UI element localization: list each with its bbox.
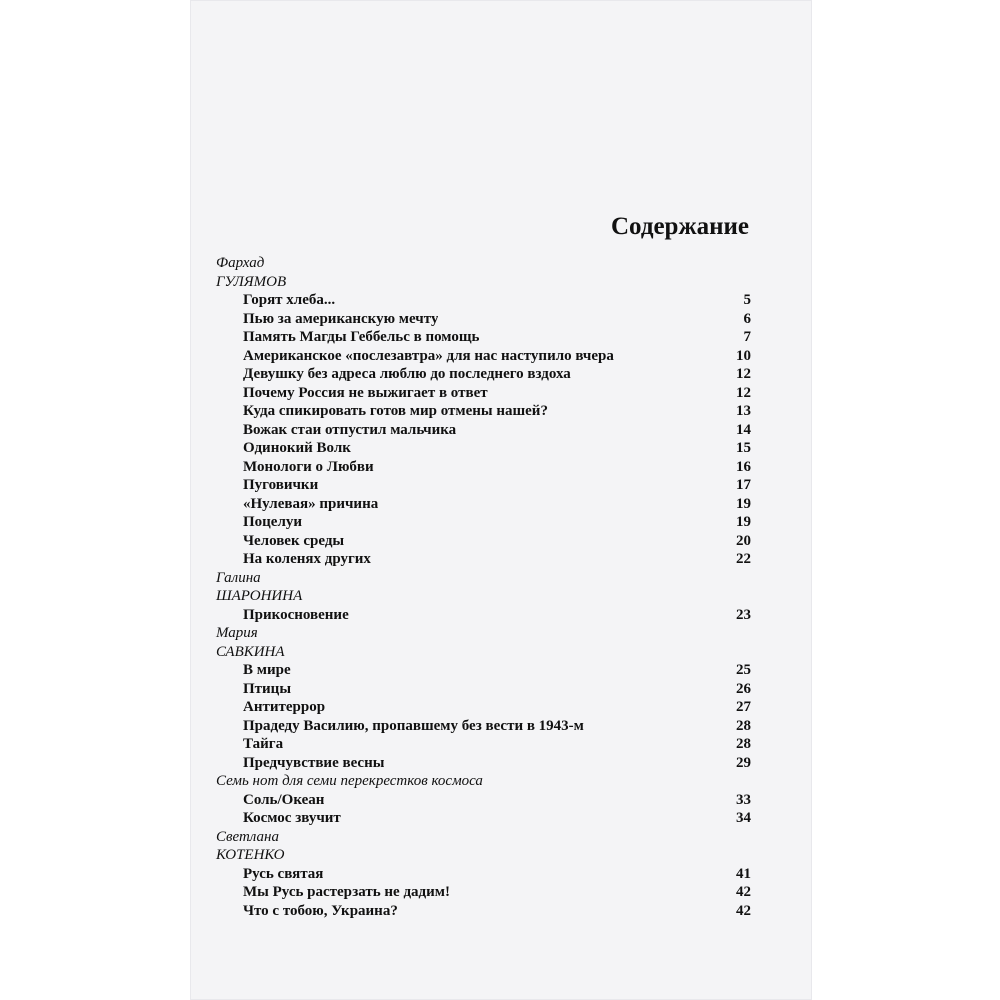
toc-entry bbox=[216, 661, 751, 680]
entry-page-number: 28 bbox=[736, 736, 751, 752]
toc-entry bbox=[216, 883, 751, 902]
toc-entry bbox=[216, 865, 751, 884]
entry-page-number: 42 bbox=[736, 902, 751, 919]
toc-entry bbox=[216, 458, 751, 477]
entry-page-number: 6 bbox=[743, 310, 751, 327]
toc-entry bbox=[216, 495, 751, 514]
toc-entry bbox=[216, 735, 751, 754]
entry-page-number: 5 bbox=[743, 292, 751, 308]
toc-entry bbox=[216, 421, 751, 440]
toc-entry bbox=[216, 513, 751, 532]
entry-page-number: 29 bbox=[736, 754, 751, 771]
entry-page-number: 13 bbox=[736, 403, 751, 419]
toc-entry bbox=[216, 476, 751, 495]
entry-page-number: 26 bbox=[736, 680, 751, 697]
author-first-name: Светлана bbox=[216, 828, 279, 845]
table-of-contents bbox=[216, 211, 751, 920]
toc-entry bbox=[216, 809, 751, 828]
entry-page-number: 41 bbox=[736, 865, 751, 882]
entry-title: Соль/Океан bbox=[243, 791, 325, 808]
entry-page-number: 28 bbox=[736, 717, 751, 734]
entry-title: Что с тобою, Украина? bbox=[243, 902, 398, 919]
entry-title: Космос звучит bbox=[243, 810, 341, 826]
toc-entry bbox=[216, 902, 751, 921]
entry-page-number: 27 bbox=[736, 699, 751, 715]
entry-page-number: 42 bbox=[736, 884, 751, 900]
toc-entry bbox=[216, 754, 751, 773]
toc-entry bbox=[216, 328, 751, 347]
toc-entry bbox=[216, 347, 751, 366]
entry-title: На коленях других bbox=[243, 551, 371, 567]
toc-list bbox=[216, 254, 751, 920]
entry-page-number: 22 bbox=[736, 551, 751, 567]
entry-title: Вожак стаи отпустил мальчика bbox=[243, 421, 457, 438]
toc-section bbox=[216, 254, 751, 569]
entry-page-number: 23 bbox=[736, 606, 751, 623]
entry-page-number: 16 bbox=[736, 458, 751, 475]
entry-title: Пуговички bbox=[243, 477, 319, 493]
entry-title: Птицы bbox=[243, 680, 292, 697]
toc-entry bbox=[216, 532, 751, 551]
entry-title: Человек среды bbox=[243, 532, 345, 549]
author-last-name: САВКИНА bbox=[216, 643, 285, 660]
entry-title: Пью за американскую мечту bbox=[243, 310, 439, 327]
author-first-name: Семь нот для семи перекрестков космоса bbox=[216, 773, 483, 789]
entry-title: Прадеду Василию, пропавшему без вести в 1943-м bbox=[243, 717, 584, 734]
entry-page-number: 14 bbox=[736, 421, 751, 438]
toc-entry bbox=[216, 680, 751, 699]
toc-entry bbox=[216, 698, 751, 717]
author-first-name: Мария bbox=[216, 625, 258, 641]
entry-page-number: 19 bbox=[736, 514, 751, 530]
toc-section bbox=[216, 772, 751, 828]
author-first-name: Фархад bbox=[216, 255, 265, 271]
entry-page-number: 20 bbox=[736, 532, 751, 549]
toc-entry bbox=[216, 310, 751, 329]
entry-title: Монологи о Любви bbox=[243, 458, 374, 475]
entry-title: Мы Русь растерзать не дадим! bbox=[243, 884, 450, 900]
toc-entry bbox=[216, 384, 751, 403]
toc-section bbox=[216, 624, 751, 772]
page-title: Содержание bbox=[610, 213, 749, 240]
entry-page-number: 10 bbox=[736, 347, 751, 364]
toc-entry bbox=[216, 291, 751, 310]
entry-page-number: 34 bbox=[736, 810, 751, 826]
entry-title: Куда спикировать готов мир отмены нашей? bbox=[243, 403, 548, 419]
toc-entry bbox=[216, 791, 751, 810]
entry-title: Одинокий Волк bbox=[243, 440, 351, 456]
entry-page-number: 25 bbox=[736, 662, 751, 678]
toc-entry bbox=[216, 402, 751, 421]
entry-title: «Нулевая» причина bbox=[243, 495, 379, 512]
entry-title: В мире bbox=[243, 662, 291, 678]
toc-entry bbox=[216, 439, 751, 458]
toc-entry bbox=[216, 365, 751, 384]
entry-title: Память Магды Геббельс в помощь bbox=[243, 329, 480, 345]
entry-title: Русь святая bbox=[243, 865, 324, 882]
entry-title: Американское «послезавтра» для нас наступило вчера bbox=[243, 347, 614, 364]
toc-entry bbox=[216, 550, 751, 569]
toc-section bbox=[216, 828, 751, 921]
author-last-name: КОТЕНКО bbox=[216, 847, 285, 863]
entry-page-number: 19 bbox=[736, 495, 751, 512]
entry-page-number: 17 bbox=[736, 477, 751, 493]
author-last-name: ШАРОНИНА bbox=[216, 588, 303, 604]
toc-section bbox=[216, 569, 751, 625]
entry-page-number: 12 bbox=[736, 366, 751, 382]
entry-title: Горят хлеба... bbox=[243, 292, 336, 308]
entry-page-number: 33 bbox=[736, 791, 751, 808]
entry-page-number: 12 bbox=[736, 384, 751, 401]
entry-title: Тайга bbox=[243, 736, 284, 752]
entry-title: Антитеррор bbox=[243, 699, 326, 715]
entry-title: Поцелуи bbox=[243, 514, 303, 530]
author-first-name: Галина bbox=[216, 569, 261, 586]
entry-title: Почему Россия не выжигает в ответ bbox=[243, 384, 488, 401]
entry-title: Предчувствие весны bbox=[243, 754, 385, 771]
author-last-name: ГУЛЯМОВ bbox=[216, 273, 287, 290]
entry-title: Прикосновение bbox=[243, 606, 349, 623]
entry-title: Девушку без адреса люблю до последнего вздоха bbox=[243, 366, 571, 382]
entry-page-number: 7 bbox=[743, 329, 751, 345]
toc-entry bbox=[216, 606, 751, 625]
toc-entry bbox=[216, 717, 751, 736]
entry-page-number: 15 bbox=[736, 440, 751, 456]
